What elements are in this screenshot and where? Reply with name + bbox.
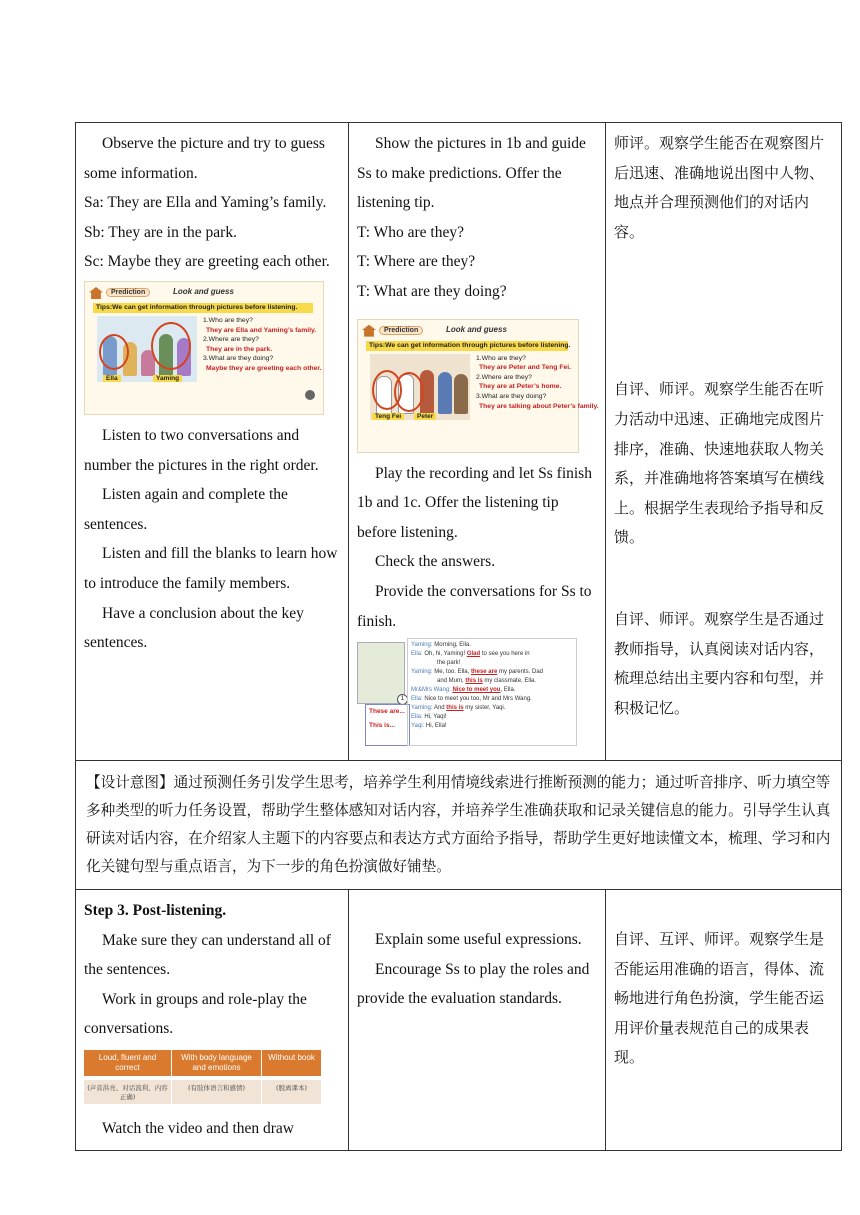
dialogue-line: and Mum, this is my classmate, Ella. [437, 678, 537, 685]
home-illustration [370, 354, 470, 420]
prediction-tag: Prediction [106, 288, 150, 297]
play-recording-text: Play the recording and let Ss finish 1b and 1c. Offer the listening tip before listening. [357, 464, 592, 541]
listen-task-2: Listen again and complete the sentences. [84, 486, 288, 533]
evaluation-cell [606, 890, 842, 1151]
student-activity-cell [76, 890, 349, 1151]
encourage-text: Encourage Ss to play the roles and provide the evaluation standards. [357, 960, 590, 1008]
provide-conversation-text: Provide the conversations for Ss to finish. [357, 582, 592, 630]
standard-without-book-sub: (脱离课本) [262, 1080, 322, 1104]
name-label: Peter [414, 413, 436, 420]
evaluation-3: 自评、师评。观察学生是否通过教师指导，认真阅读对话内容，梳理总结出主要内容和句型，并积极记忆。 [614, 609, 825, 717]
role-play-text: Work in groups and role-play the conversations. [84, 990, 307, 1038]
prediction-tag: Prediction [379, 326, 423, 335]
table-row [76, 123, 842, 761]
evaluation-cell [606, 123, 842, 761]
table-row [76, 890, 842, 1151]
name-label: Ella [103, 375, 121, 382]
park-illustration [97, 316, 197, 382]
observe-text: Observe the picture and try to guess some information. [84, 135, 325, 182]
listen-task-3: Listen and fill the blanks to learn how to introduce the family members. [84, 545, 338, 592]
table-row [76, 761, 842, 890]
evaluation-standards-sub [84, 1080, 340, 1104]
sound-icon [305, 390, 315, 400]
dialogue-line: Yaming: Morning, Ella. [411, 642, 471, 649]
prediction-slide-2 [357, 319, 599, 453]
teacher-question: T: Where are they? [357, 253, 476, 271]
prediction-slide-1 [84, 281, 324, 415]
dialogue-line: Ella: Nice to meet you too, Mr and Mrs Wang. [411, 696, 532, 703]
house-icon [89, 287, 103, 299]
understand-text: Make sure they can understand all of the sentences. [84, 931, 331, 979]
name-label: Teng Fei [372, 413, 404, 420]
design-intent-text: 【设计意图】通过预测任务引发学生思考，培养学生利用情境线索进行推断预测的能力；通过听音排序、听力填空等多种类型的听力任务设置，帮助学生整体感知对话内容，并培养学生准确获取和记录关键信息的能力。引导学生认真研读对话内容，在介绍家人主题下的内容要点和表达方式方面给予指导，帮助学生更好地读懂文本，梳理、学习和内化关键句型与重点语言，为下一步的角色扮演做好铺垫。 [86, 774, 831, 875]
answer-sb: Sb: They are in the park. [84, 223, 237, 241]
evaluation-2: 自评、师评。观察学生能否在听力活动中迅速、正确地完成图片排序，准确、快速地获取人物关系，并准确地将答案填写在横线上。根据学生表现给予指导和反馈。 [614, 380, 825, 547]
lesson-plan-table [75, 122, 831, 1151]
sentence-pattern-box: These are... This is... [365, 704, 410, 746]
teacher-question: T: What are they doing? [357, 282, 507, 300]
dialogue-line: Yaming: And this is my sister, Yaqi. [411, 705, 506, 712]
evaluation-1: 师评。观察学生能否在观察图片后迅速、准确地说出图中人物、地点并合理预测他们的对话内容。 [614, 134, 825, 241]
dialogue-line: the park! [437, 660, 461, 667]
teacher-question: T: Who are they? [357, 223, 464, 241]
slide-title: Look and guess [446, 324, 507, 334]
evaluation-standards [84, 1050, 340, 1076]
teacher-activity-cell [349, 123, 606, 761]
name-label: Yaming [153, 375, 182, 382]
evaluation-4: 自评、互评、师评。观察学生是否能运用准确的语言，得体、流畅地进行角色扮演，学生能否运用评价量表规范自己的成果表现。 [614, 930, 825, 1067]
design-intent-cell [76, 761, 842, 890]
dialogue-line: Yaming: Me, too. Ella, these are my parents. Dad [411, 669, 543, 676]
slide-tips: Tips:We can get information through pictures before listening. [93, 303, 313, 313]
number-badge: 1 [397, 694, 408, 705]
dialogue-slide [357, 638, 597, 748]
show-pictures-text: Show the pictures in 1b and guide Ss to make predictions. Offer the listening tip. [357, 135, 586, 212]
standard-loud: Loud, fluent and correct [84, 1050, 172, 1076]
dialogue-line: Mr&Mrs Wang: Nice to meet you, Ella. [411, 687, 516, 694]
dialogue-text [407, 638, 577, 746]
listen-task-4: Have a conclusion about the key sentences. [84, 604, 304, 652]
check-answers-text: Check the answers. [375, 553, 496, 571]
slide-tips: Tips:We can get information through pictures before listening. [366, 341, 568, 351]
student-activity-cell [76, 123, 349, 761]
standard-loud-sub: (声音洪亮、对话流利、内容正确) [84, 1080, 172, 1104]
slide-title: Look and guess [173, 286, 234, 296]
explain-text: Explain some useful expressions. [375, 931, 582, 948]
standard-without-book: Without book [262, 1050, 322, 1076]
standard-body-language-sub: (有肢体语言和感情) [172, 1080, 262, 1104]
dialogue-line: Ella: Oh, hi, Yaming! Glad to see you here in [411, 651, 530, 658]
listen-task-1: Listen to two conversations and number the pictures in the right order. [84, 426, 319, 474]
house-icon [362, 325, 376, 337]
step-title: Step 3. Post-listening. [84, 902, 227, 919]
teacher-activity-cell [349, 890, 606, 1151]
dialogue-line: Yaqi: Hi, Ella! [411, 723, 447, 730]
slide-qa: 1.Who are they? They are Ella and Yaming’s family. 2.Where are they? They are in the park. 3.What are they doing? Maybe they are greeting each other. [203, 316, 322, 372]
watch-video-text: Watch the video and then draw [102, 1119, 295, 1137]
answer-sc: Sc: Maybe they are greeting each other. [84, 253, 330, 271]
standard-body-language: With body language and emotions [172, 1050, 262, 1076]
slide-qa: 1.Who are they? They are Peter and Teng Fei. 2.Where are they? They are at Peter’s home. 3.What are they doing? They are talking about Peter’s family. [476, 354, 599, 410]
answer-sa: Sa: They are Ella and Yaming’s family. [84, 194, 327, 212]
dialogue-line: Ella: Hi, Yaqi! [411, 714, 447, 721]
